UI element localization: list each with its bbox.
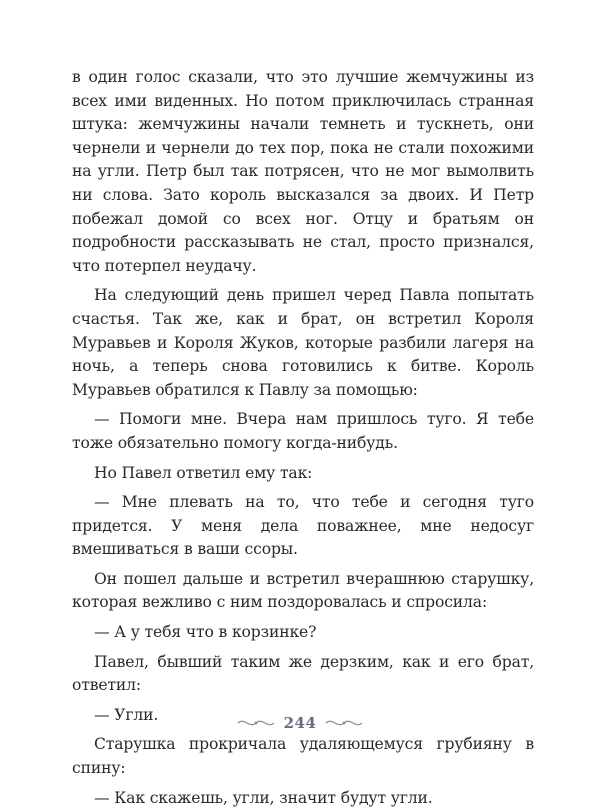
paragraph-11: — Как скажешь, угли, значит будут угли. <box>94 788 433 807</box>
paragraph-2: На следующий день пришел черед Павла попытать счастья. Так же, как и брат, он встретил Короля Муравьев и Короля Жуков, которые разбили лагеря на ночь, а теперь снова готовились к битве. Король Муравьев обратился к Павлу за помощью: <box>72 286 534 399</box>
page-number: 244 <box>283 714 317 732</box>
ornament-right-icon <box>324 717 364 729</box>
paragraph-10: Старушка прокричала удаляющемуся грубияну в спину: <box>72 735 534 778</box>
paragraph-1: в один голос сказали, что это лучшие жемчужины из всех ими виденных. Но потом приключилась странная штука: жемчужины начали темнеть и тускнеть, они чернели и чернели до тех пор, пока не стали похожими на угли. Петр был так потрясен, что не мог вымолвить ни слова. Зато король высказался за двоих. И Петр побежал домой со всех ног. Отцу и братьям он подробности рассказывать не стал, просто признался, что потерпел неудачу. <box>72 68 534 275</box>
paragraph-4: Но Павел ответил ему так: <box>94 463 313 482</box>
paragraph-6: Он пошел дальше и встретил вчерашнюю старушку, которая вежливо с ним поздоровалась и спросила: <box>72 569 534 612</box>
paragraph-5: — Мне плевать на то, что тебе и сегодня туго придется. У меня дела поважнее, мне недосуг вмешиваться в ваши ссоры. <box>72 493 534 559</box>
paragraph-8: Павел, бывший таким же дерзким, как и его брат, ответил: <box>72 652 534 695</box>
ornament-left-icon <box>236 717 276 729</box>
paragraph-3: — Помоги мне. Вчера нам пришлось туго. Я тебе тоже обязательно помогу когда-нибудь. <box>72 410 534 452</box>
page-footer <box>0 711 600 735</box>
paragraph-7: — А у тебя что в корзинке? <box>94 623 317 642</box>
paragraph-9: — Угли. <box>94 705 159 724</box>
